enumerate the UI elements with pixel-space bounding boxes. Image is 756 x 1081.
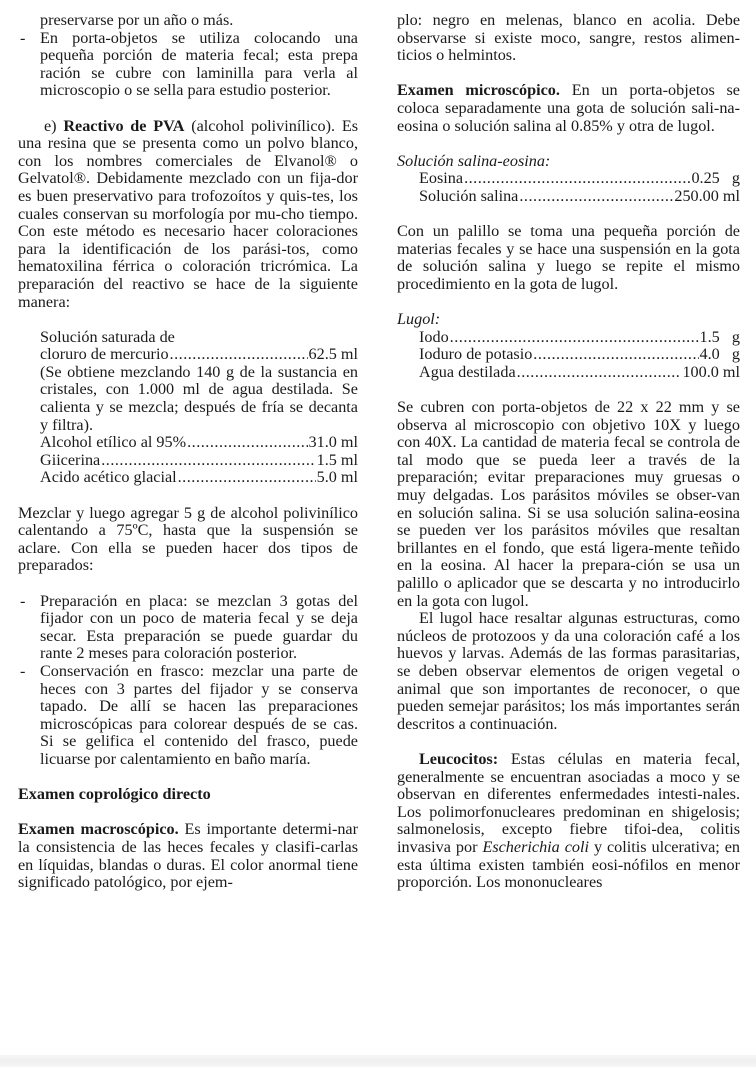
recipe-note: (Se obtiene mezclando 140 g de la sustancia en cristales, con 1.000 ml de agua destilada. Se calienta y se mezcla; después de fría se decanta y filtra).	[40, 362, 358, 434]
recipe-item-value: 4.0 g	[699, 345, 740, 364]
recipe-title: Lugol:	[397, 310, 441, 329]
recipe-item-value: 31.0 ml	[308, 433, 358, 452]
recipe-item-name: Alcohol etílico al 95%	[40, 433, 187, 452]
leader-dots	[178, 469, 316, 487]
recipe-pva	[18, 329, 358, 487]
leader-dots	[101, 452, 315, 470]
left-column	[18, 12, 358, 892]
recipe-item-name: Ioduro de potasio	[419, 345, 533, 364]
cubren-paragraph: Se cubren con porta-objetos de 22 x 22 mm y se observa al microscopio con objetivo 10X y luego con 40X. La cantidad de materia fecal se controla de tal modo que se pueda leer a través de la preparación; evitar preparaciones muy gruesas o muy delgadas. Los parásitos móviles se obser-van en solución salina. Si se usa solución salina-eosina se pueden ver los parásitos móviles que resaltan brillantes en el fondo, que está ligera-mente teñido en la eosina. Al hacer la prepara-ción se usa un palillo o aplicador que se descarta y no introducirlo en la gota con lugol.	[397, 398, 740, 610]
pva-prefix: e)	[44, 116, 57, 135]
right-column	[397, 12, 740, 892]
recipe-item-name: cloruro de mercurio	[40, 345, 169, 364]
leader-dots	[170, 346, 308, 364]
recipe-item-name: Agua destilada	[419, 362, 516, 381]
leucocitos-body-2: y colitis ulcerativa; en esta última existen también eosi-nófilos en menor proporción. Los mononucleares	[397, 837, 741, 892]
bullet-text: Preparación en placa: se mezclan 3 gotas del fijador con un poco de materia fecal y se deja secar. Esta preparación se puede guardar du rante 2 meses para coloración posterior.	[40, 591, 358, 663]
recipe-item-value: 5.0 ml	[316, 468, 358, 487]
recipe-item-value: 100.0 ml	[682, 362, 740, 381]
recipe-row	[419, 329, 740, 347]
recipe-title: Solución salina-eosina:	[397, 151, 551, 170]
leader-dots	[519, 188, 673, 206]
macro-continuation: plo: negro en melenas, blanco en acolia. Debe observarse si existe moco, sangre, restos alimen-ticios o helmintos.	[397, 11, 740, 65]
bullet-item-placa	[18, 593, 358, 663]
section-heading	[18, 786, 358, 804]
leader-dots	[187, 434, 307, 452]
leader-dots	[464, 170, 690, 188]
micro-body: En un porta-objetos se coloca separadamente una gota de solución sali-na-eosina o solución salina al 0.85% y otra de lugol.	[397, 81, 740, 135]
macro-paragraph	[18, 821, 358, 891]
recipe-item-value: 62.5 ml	[308, 345, 358, 364]
bullet-text: En porta-objetos se utiliza colocando una pequeña porción de materia fecal; esta prepa ración se cubre con laminilla para verla al microscopio o se sella para estudio posterior.	[40, 28, 358, 100]
recipe-item-name: Iodo	[419, 327, 449, 346]
macro-title: Examen macroscópico.	[18, 820, 179, 839]
leucocitos-title: Leucocitos:	[419, 749, 499, 768]
recipe-item-name: Eosina	[419, 169, 464, 188]
recipe-row	[40, 434, 358, 452]
micro-paragraph	[397, 82, 740, 135]
leucocitos-paragraph	[397, 751, 740, 892]
recipe-lugol	[397, 311, 740, 381]
page-bottom-scroll-band	[0, 1055, 756, 1067]
recipe-row	[419, 364, 740, 382]
recipe-row	[40, 346, 358, 364]
recipe-item-name: Giicerina	[40, 450, 101, 469]
recipe-item-name: Acido acético glacial	[40, 468, 177, 487]
pva-body: Es una resina que se presenta como un polvo blanco, con los nombres comerciales de Elvanol® o Gelvatol®. Debidamente mezclado con un fija-dor es buen preservativo para trofozoítos y quis-tes, los cuales conservan su morfología por mu-cho tiempo. Con este método es necesario hacer coloraciones para la identificación de los parási-tos, como hematoxilina férrica o coloración tricrómica. La preparación del reactivo se hace de la siguiente manera:	[18, 116, 358, 311]
micro-title: Examen microscópico.	[397, 81, 560, 100]
bullet-dash: -	[20, 28, 26, 47]
recipe-item-value: 0.25 g	[691, 169, 740, 188]
bullet-text: Conservación en frasco: mezclar una parte de heces con 3 partes del fijador y se conserva tapado. De allí se hacen las preparaciones microscópicas para colorear después de se cas. Si se gelifica el contenido del frasco, puede licuarse por calentamiento en baño maría.	[40, 661, 358, 768]
recipe-row	[419, 170, 740, 188]
pva-title: Reactivo de PVA	[63, 116, 185, 135]
pva-section	[18, 118, 358, 312]
recipe-row	[40, 452, 358, 470]
bullet-item-portaobjetos	[18, 30, 358, 100]
recipe-row	[419, 346, 740, 364]
palillo-paragraph: Con un palillo se toma una pequeña porción de materias fecales y se hace una suspensión en la gota de solución salina y luego se repite el mismo procedimiento en la gota de lugol.	[397, 222, 740, 293]
macro-body: Es importante determi-nar la consistencia de las heces fecales y clasifi-carlas en líquidas, blandas o duras. El color anormal tiene significado patológico, por ejem-	[18, 820, 358, 892]
bullet-dash: -	[20, 591, 26, 610]
recipe-row	[40, 469, 358, 487]
bullet-item-frasco	[18, 663, 358, 769]
recipe-item-line: Solución saturada de	[40, 327, 175, 346]
species-name: Escherichia coli	[482, 837, 589, 856]
leucocitos-body-1: Estas células en materia fecal, generalmente se encuentran asociadas a moco y se observan en diferentes enfermedades intesti-nales. Los polimorfonucleares predominan en shigelosis; salmonelosis, excepto fiebre tifoi-dea, colitis invasiva por	[397, 749, 741, 856]
recipe-salina	[397, 153, 740, 206]
heading-directo: Examen coprológico directo	[18, 785, 211, 804]
recipe-item-value: 250.00 ml	[674, 186, 740, 205]
lugol-paragraph: El lugol hace resaltar algunas estructuras, como núcleos de protozoos y da una coloración café a los huevos y larvas. Además de las formas parasitarias, se deben observar elementos de origen vegetal o animal que son importantes de reconocer, o que pueden semejar parásitos; los más importantes serán descritos a continuación.	[397, 609, 740, 733]
pva-subtitle: (alcohol polivinílico).	[191, 116, 336, 135]
leader-dots	[517, 364, 682, 382]
paragraph-continuation: preservarse por un año o más.	[40, 11, 234, 29]
leader-dots	[533, 346, 698, 364]
recipe-item-value: 1.5 ml	[316, 450, 358, 469]
bullet-dash: -	[20, 661, 26, 680]
recipe-item-value: 1.5 g	[699, 327, 740, 346]
recipe-row	[419, 188, 740, 206]
recipe-item-name: Solución salina	[419, 186, 519, 205]
mix-paragraph: Mezclar y luego agregar 5 g de alcohol polivinílico calentando a 75ºC, hasta que la suspensión se aclare. Con ella se pueden hacer dos tipos de preparados:	[18, 503, 358, 575]
leader-dots	[450, 329, 699, 347]
